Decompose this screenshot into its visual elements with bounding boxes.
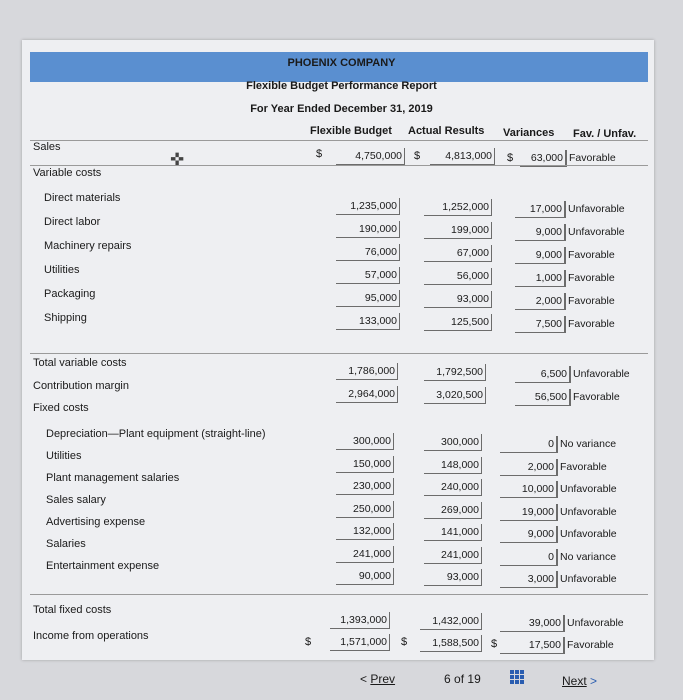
variable-row-label: Direct materials <box>44 192 121 204</box>
variable-row-budget[interactable]: 57,000 <box>336 267 400 284</box>
fixed-row-label: Plant management salaries <box>46 472 180 484</box>
variable-row-budget[interactable]: 1,235,000 <box>336 198 400 215</box>
fixed-row-fav[interactable]: No variance <box>557 549 616 566</box>
variable-row-budget[interactable]: 133,000 <box>336 313 400 330</box>
fixed-row-variance[interactable]: 3,000 <box>500 571 557 588</box>
total-variable-variance[interactable]: 6,500 <box>515 366 570 383</box>
sales-budget[interactable]: 4,750,000 <box>336 148 405 165</box>
income-currency: $ <box>305 636 312 648</box>
prev-button[interactable]: < Prev <box>360 672 396 686</box>
variable-row-label: Direct labor <box>44 216 101 228</box>
variable-row-fav[interactable]: Unfavorable <box>565 201 625 218</box>
total-fixed-label: Total fixed costs <box>33 604 112 616</box>
fixed-row-label: Salaries <box>46 538 86 550</box>
fixed-row-label: Entertainment expense <box>46 560 160 572</box>
fixed-row-variance[interactable]: 0 <box>500 549 557 566</box>
variable-row-actual[interactable]: 93,000 <box>424 291 492 308</box>
variable-row-label: Packaging <box>44 288 96 300</box>
fixed-row-variance[interactable]: 0 <box>500 436 557 453</box>
chevron-right-icon: > <box>590 674 598 688</box>
total-variable-fav[interactable]: Unfavorable <box>570 366 630 383</box>
currency-sign: $ <box>316 148 323 160</box>
variable-row-actual[interactable]: 1,252,000 <box>424 199 492 216</box>
income-actual[interactable]: 1,588,500 <box>420 635 482 652</box>
contribution-budget[interactable]: 2,964,000 <box>336 386 398 403</box>
fixed-row-budget[interactable]: 90,000 <box>336 568 394 585</box>
total-fixed-variance[interactable]: 39,000 <box>500 615 564 632</box>
total-variable-label: Total variable costs <box>33 357 127 369</box>
divider <box>30 594 648 595</box>
variable-row-label: Shipping <box>44 312 87 324</box>
variable-row-budget[interactable]: 190,000 <box>336 221 400 238</box>
variable-row-fav[interactable]: Favorable <box>565 316 615 333</box>
fixed-row-fav[interactable]: Favorable <box>557 459 607 476</box>
contribution-variance[interactable]: 56,500 <box>515 389 570 406</box>
divider <box>30 140 648 141</box>
fixed-row-variance[interactable]: 19,000 <box>500 504 557 521</box>
page-indicator: 6 of 19 <box>444 672 481 686</box>
fixed-row-fav[interactable]: No variance <box>557 436 616 453</box>
variable-row-actual[interactable]: 199,000 <box>424 222 492 239</box>
total-fixed-budget[interactable]: 1,393,000 <box>330 612 390 629</box>
total-fixed-actual[interactable]: 1,432,000 <box>420 613 482 630</box>
fixed-row-fav[interactable]: Unfavorable <box>557 571 617 588</box>
fixed-row-fav[interactable]: Unfavorable <box>557 526 617 543</box>
sales-fav[interactable]: Favorable <box>566 150 616 167</box>
variable-row-variance[interactable]: 1,000 <box>515 270 565 287</box>
income-budget[interactable]: 1,571,000 <box>330 634 390 651</box>
fixed-costs-label: Fixed costs <box>33 402 89 414</box>
fixed-row-actual[interactable]: 148,000 <box>424 457 482 474</box>
col-fav-header: Fav. / Unfav. <box>573 128 637 140</box>
fixed-row-label: Utilities <box>46 450 82 462</box>
plus-cursor-icon: ✜ <box>170 150 185 169</box>
fixed-row-label: Depreciation—Plant equipment (straight-line) <box>46 428 266 440</box>
fixed-row-variance[interactable]: 2,000 <box>500 459 557 476</box>
fixed-row-variance[interactable]: 9,000 <box>500 526 557 543</box>
variable-row-fav[interactable]: Favorable <box>565 293 615 310</box>
grid-icon[interactable] <box>510 670 524 684</box>
sales-actual[interactable]: 4,813,000 <box>430 148 495 165</box>
fixed-row-actual[interactable]: 241,000 <box>424 547 482 564</box>
variable-row-variance[interactable]: 9,000 <box>515 224 565 241</box>
fixed-row-budget[interactable]: 250,000 <box>336 501 394 518</box>
variable-row-fav[interactable]: Unfavorable <box>565 224 625 241</box>
fixed-row-actual[interactable]: 141,000 <box>424 524 482 541</box>
variable-row-fav[interactable]: Favorable <box>565 247 615 264</box>
variable-row-actual[interactable]: 125,500 <box>424 314 492 331</box>
contribution-actual[interactable]: 3,020,500 <box>424 387 486 404</box>
variable-row-variance[interactable]: 17,000 <box>515 201 565 218</box>
variable-row-variance[interactable]: 7,500 <box>515 316 565 333</box>
variable-costs-label: Variable costs <box>33 167 102 179</box>
variable-row-label: Utilities <box>44 264 80 276</box>
contribution-label: Contribution margin <box>33 380 129 392</box>
total-variable-actual[interactable]: 1,792,500 <box>424 364 486 381</box>
variable-row-actual[interactable]: 56,000 <box>424 268 492 285</box>
col-var-header: Variances <box>503 127 555 139</box>
divider <box>30 353 648 354</box>
report-title: Flexible Budget Performance Report <box>246 80 437 92</box>
fixed-row-budget[interactable]: 132,000 <box>336 523 394 540</box>
income-fav[interactable]: Favorable <box>564 637 614 654</box>
variable-row-variance[interactable]: 2,000 <box>515 293 565 310</box>
fixed-row-actual[interactable]: 240,000 <box>424 479 482 496</box>
contribution-fav[interactable]: Favorable <box>570 389 620 406</box>
col-budget-header: Flexible Budget <box>310 125 392 137</box>
fixed-row-label: Sales salary <box>46 494 106 506</box>
variable-row-budget[interactable]: 95,000 <box>336 290 400 307</box>
fixed-row-budget[interactable]: 150,000 <box>336 456 394 473</box>
sales-variance[interactable]: 63,000 <box>520 150 566 167</box>
fixed-row-fav[interactable]: Unfavorable <box>557 504 617 521</box>
fixed-row-budget[interactable]: 241,000 <box>336 546 394 563</box>
fixed-row-actual[interactable]: 300,000 <box>424 434 482 451</box>
sales-label: Sales <box>33 141 61 153</box>
fixed-row-budget[interactable]: 300,000 <box>336 433 394 450</box>
col-actual-header: Actual Results <box>408 125 485 137</box>
fixed-row-label: Advertising expense <box>46 516 146 528</box>
income-label: Income from operations <box>33 630 149 642</box>
variable-row-fav[interactable]: Favorable <box>565 270 615 287</box>
variable-row-variance[interactable]: 9,000 <box>515 247 565 264</box>
next-button[interactable]: Next > <box>562 674 598 688</box>
fixed-row-fav[interactable]: Unfavorable <box>557 481 617 498</box>
report-period: For Year Ended December 31, 2019 <box>250 103 433 115</box>
total-fixed-fav[interactable]: Unfavorable <box>564 615 624 632</box>
fixed-row-actual[interactable]: 93,000 <box>424 569 482 586</box>
total-variable-budget[interactable]: 1,786,000 <box>336 363 398 380</box>
company-name: PHOENIX COMPANY <box>287 57 396 69</box>
fixed-row-budget[interactable]: 230,000 <box>336 478 394 495</box>
divider <box>30 165 648 166</box>
variable-row-label: Machinery repairs <box>44 240 132 252</box>
chevron-left-icon: < <box>360 672 368 686</box>
income-variance[interactable]: 17,500 <box>500 637 564 654</box>
fixed-row-actual[interactable]: 269,000 <box>424 502 482 519</box>
variable-row-actual[interactable]: 67,000 <box>424 245 492 262</box>
fixed-row-variance[interactable]: 10,000 <box>500 481 557 498</box>
variable-row-budget[interactable]: 76,000 <box>336 244 400 261</box>
